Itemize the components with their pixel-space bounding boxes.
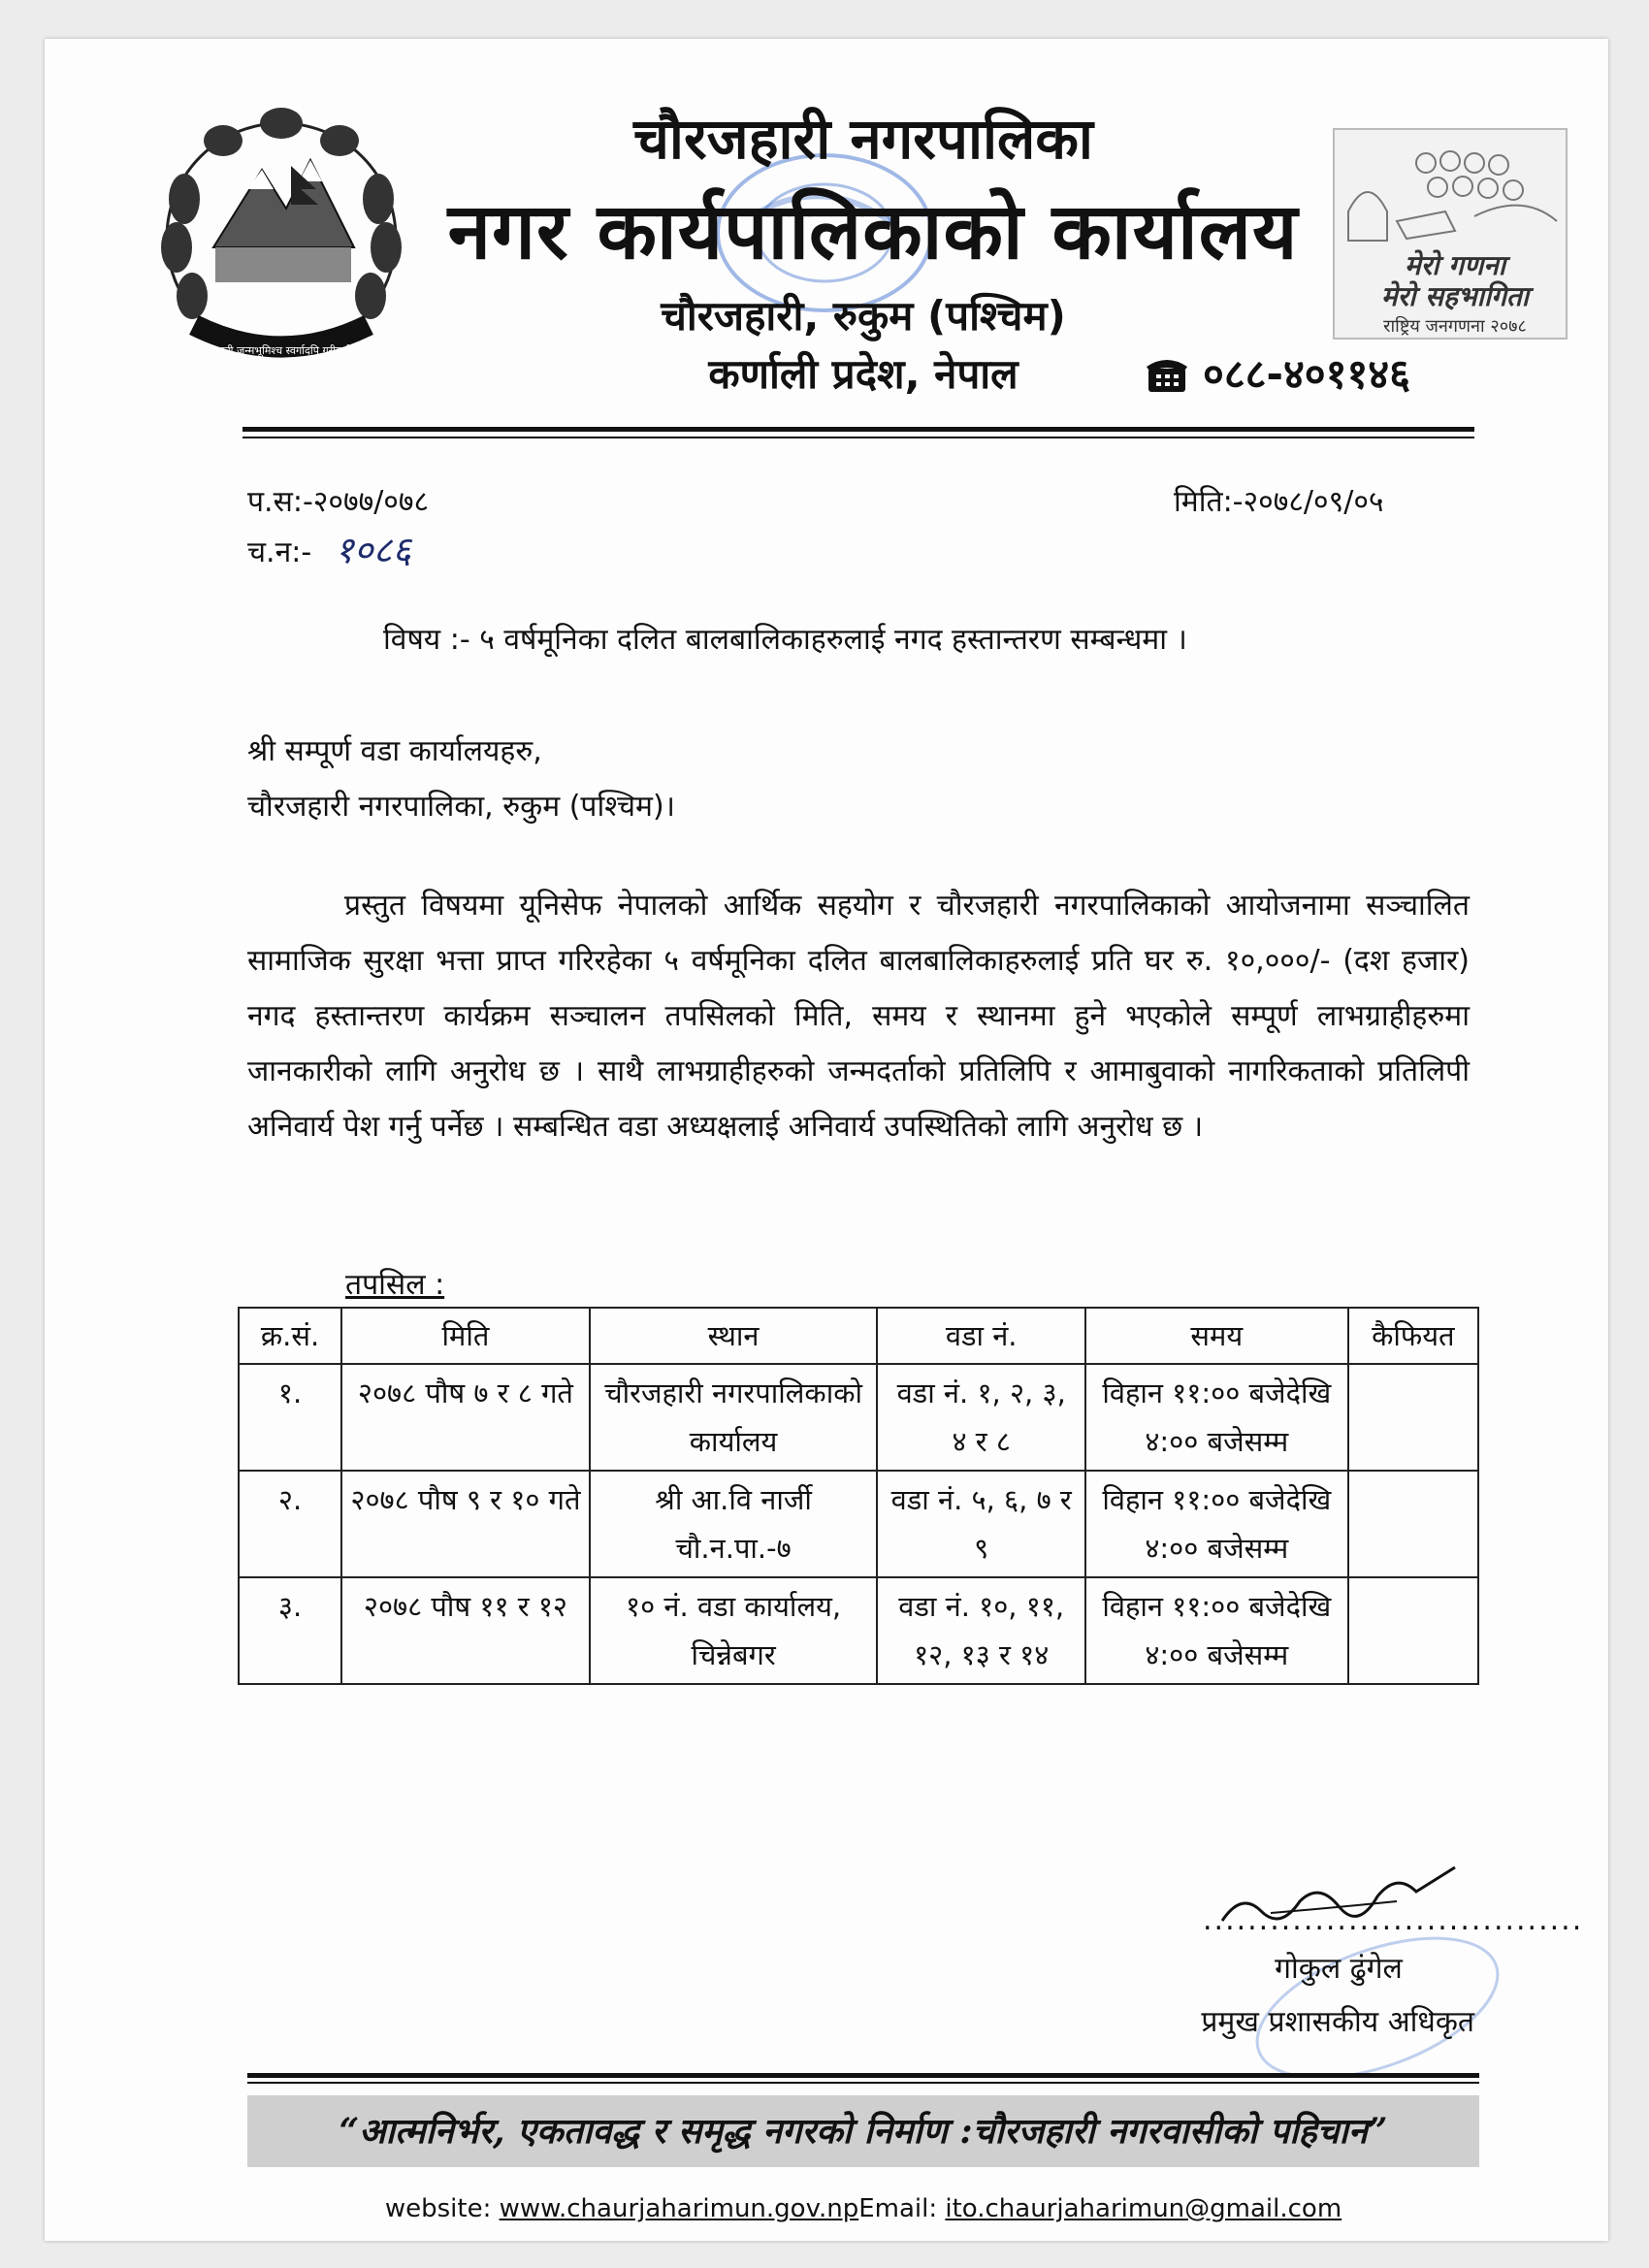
cell-ward: वडा नं. १, २, ३, ४ र ८ [877,1364,1084,1471]
cell-date: २०७८ पौष ७ र ८ गते [341,1364,590,1471]
cell-date: २०७८ पौष ११ र १२ [341,1577,590,1684]
office-province: कर्णाली प्रदेश, नेपाल [708,350,1018,398]
cell-ward: वडा नं. ५, ६, ७ र ९ [877,1471,1084,1577]
col-header-ward: वडा नं. [877,1308,1084,1364]
col-header-time: समय [1085,1308,1348,1364]
svg-text:जननी जन्मभूमिश्च स्वर्गादपि गर: जननी जन्मभूमिश्च स्वर्गादपि गरीयसी [210,344,352,357]
cell-remarks [1348,1364,1478,1471]
letter-date: मिति:-२०७८/०९/०५ [1174,485,1384,519]
cell-time: विहान ११:०० बजेदेखि ४:०० बजेसम्म [1085,1471,1348,1577]
addressee-line2: चौरजहारी नगरपालिका, रुकुम (पश्चिम)। [247,790,676,824]
nepal-emblem-logo [155,92,407,373]
letter-body: प्रस्तुत विषयमा यूनिसेफ नेपालको आर्थिक सहयोग र चौरजहारी नगरपालिकाको आयोजनामा सञ्चालित सामाजिक सुरक्षा भत्ता प्राप्त गरिरहेका ५ वर्षमूनिका दलित बालबालिकाहरुलाई प्रति घर रु. १०,०००/- (दश हजार) नगद हस्तान्तरण कार्यक्रम सञ्चालन तपसिलको मिति, समय र स्थानमा हुने भएकोले सम्पूर्ण लाभग्राहीहरुमा जानकारीको लागि अनुरोध छ । साथै लाभग्राहीहरुको जन्मदर्ताको प्रतिलिपि र आमाबुवाको नागरिकताको प्रतिलिपी अनिवार्य पेश गर्नु पर्नेछ । सम्बन्धित वडा अध्यक्षलाई अनिवार्य उपस्थितिको लागि अनुरोध छ । [247,889,1470,1144]
dispatch-number-handwritten: १०८६ [335,529,412,571]
cell-ward: वडा नं. १०, ११, १२, १३ र १४ [877,1577,1084,1684]
cell-sn: ३. [239,1577,341,1684]
signatory-title: प्रमुख प्रशासकीय अधिकृत [1201,2005,1474,2039]
dispatch-number-label: च.न:- [247,535,312,569]
cell-time: विहान ११:०० बजेदेखि ४:०० बजेसम्म [1085,1577,1348,1684]
signatory-name: गोकुल ढुंगेल [1275,1952,1403,1986]
cell-time: विहान ११:०० बजेदेखि ४:०० बजेसम्म [1085,1364,1348,1471]
letter-subject: विषय :- ५ वर्षमूनिका दलित बालबालिकाहरुलाई नगद हस्तान्तरण सम्बन्धमा । [383,623,1187,657]
table-row [239,1471,1478,1577]
footer-divider-thick [247,2073,1479,2078]
table-row [239,1364,1478,1471]
cell-place: १० नं. वडा कार्यालय, चिन्नेबगर [590,1577,878,1684]
census-slogan-line2: मेरो सहभागिता [1380,280,1530,312]
col-header-date: मिति [341,1308,590,1364]
contact-line [247,2192,1479,2225]
col-header-remarks: कैफियत [1348,1308,1478,1364]
col-header-place: स्थान [590,1308,878,1364]
header-divider-thin [242,437,1474,438]
footer-divider-thin [247,2082,1479,2084]
cell-sn: १. [239,1364,341,1471]
schedule-table [238,1307,1479,1685]
email-label: Email: [858,2194,946,2223]
table-row [239,1577,1478,1684]
census-slogan-line3: राष्ट्रिय जनगणना २०७८ [1383,316,1527,337]
table-header-row [239,1308,1478,1364]
cell-sn: २. [239,1471,341,1577]
header-divider-thick [242,427,1474,432]
letter-reference-number: प.स:-२०७७/०७८ [247,485,430,519]
website-label: website: [384,2194,500,2223]
cell-date: २०७८ पौष ९ र १० गते [341,1471,590,1577]
cell-place: चौरजहारी नगरपालिकाको कार्यालय [590,1364,878,1471]
telephone-icon [1145,351,1189,396]
office-location: चौरजहारी, रुकुम (पश्चिम) [661,292,1066,340]
municipality-slogan: “आत्मनिर्भर, एकतावद्ध र समृद्ध नगरको निर्माण :चौरजहारी नगरवासीको पहिचान” [339,2111,1388,2152]
schedule-title: तपसिल : [345,1268,445,1302]
cell-place: श्री आ.वि नार्जी चौ.न.पा.-७ [590,1471,878,1577]
municipality-name: चौरजहारी नगरपालिका [633,106,1093,172]
addressee-line1: श्री सम्पूर्ण वडा कार्यालयहरु, [247,734,542,768]
website-link[interactable]: www.chaurjaharimun.gov.np [499,2194,859,2223]
cell-remarks [1348,1577,1478,1684]
census-slogan-line1: मेरो गणना [1405,249,1505,281]
email-link[interactable]: ito.chaurjaharimun@gmail.com [945,2194,1342,2223]
cell-remarks [1348,1471,1478,1577]
signature-line: .................................. [1203,1903,1584,1937]
col-header-sn: क्र.सं. [239,1308,341,1364]
office-phone: ०८८-४०११४६ [1203,350,1410,398]
office-name: नगर कार्यपालिकाको कार्यालय [447,185,1299,276]
